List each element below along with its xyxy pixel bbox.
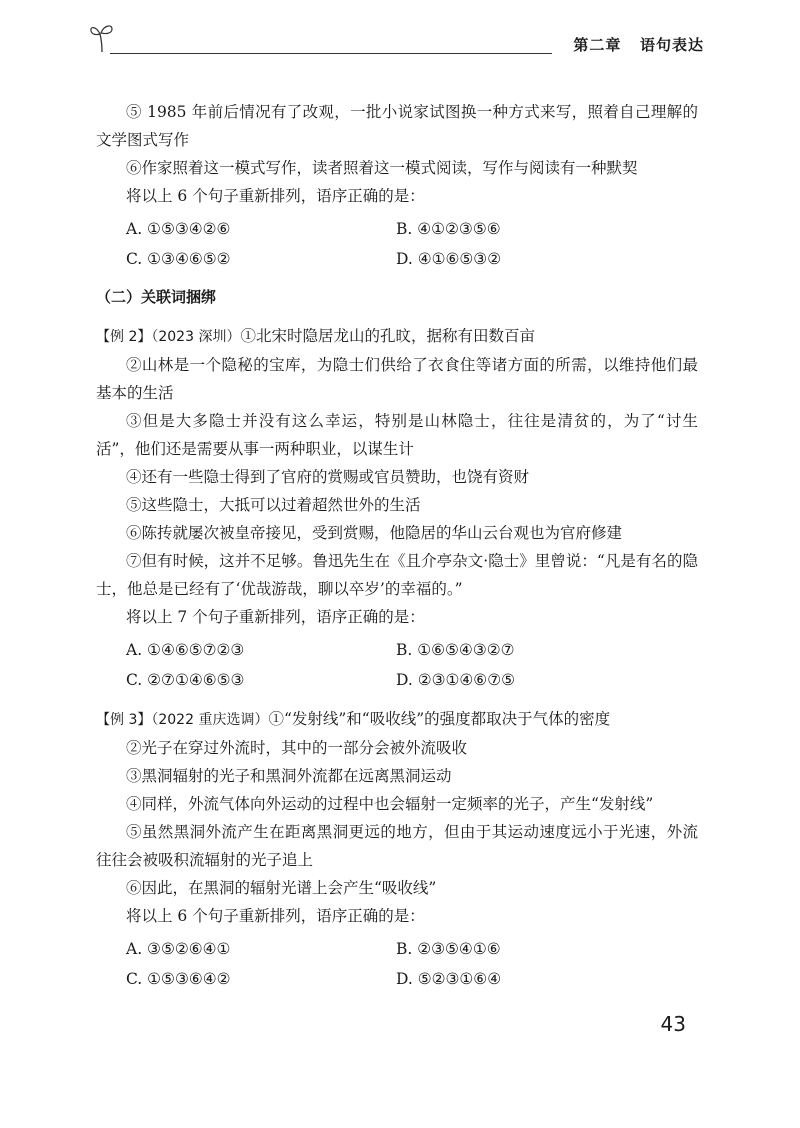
option-d: D. ④①⑥⑤③② <box>396 250 502 268</box>
sentence: ①“发射线”和“吸收线”的强度都取决于气体的密度 <box>268 710 611 728</box>
example-label: 【例 2】 <box>96 329 152 345</box>
question-prompt: 将以上 7 个句子重新排列，语序正确的是： <box>126 608 425 626</box>
example-3-heading <box>96 705 698 734</box>
example-source: （2022 重庆选调） <box>151 712 269 728</box>
sentence: ②山林是一个隐秘的宝库，为隐士们供给了衣食住等诸方面的所需，以维持他们最基本的生活 <box>96 356 698 402</box>
option-b: B. ①⑥⑤④③②⑦ <box>396 641 515 659</box>
sentence: ④同样，外流气体向外运动的过程中也会辐射一定频率的光子，产生“发射线” <box>126 795 654 813</box>
sentence: ⑦但有时候，这并不足够。鲁迅先生在《且介亭杂文·隐士》里曾说：“凡是有名的隐士，他总是已经有了‘优哉游哉，聊以卒岁’的幸福的。” <box>96 552 698 598</box>
page-content <box>96 98 698 1000</box>
answer-options <box>126 214 698 274</box>
sentence: ①北宋时隐居龙山的孔旼，据称有田数百亩 <box>240 327 535 345</box>
page-header <box>88 18 704 58</box>
page-number: 43 <box>660 1012 686 1036</box>
example-2-heading <box>96 322 698 351</box>
option-d: D. ②③①④⑥⑦⑤ <box>396 671 515 689</box>
sprout-icon <box>88 20 118 54</box>
option-c: C. ②⑦①④⑥⑤③ <box>126 671 245 689</box>
question-prompt: 将以上 6 个句子重新排列，语序正确的是： <box>126 187 425 205</box>
sentence: ⑤这些隐士，大抵可以过着超然世外的生活 <box>126 496 421 514</box>
example-label: 【例 3】 <box>96 712 152 728</box>
option-b: B. ④①②③⑤⑥ <box>396 220 501 238</box>
sentence: ⑤ 1985 年前后情况有了改观，一批小说家试图换一种方式来写，照着自己理解的文学图式写作 <box>96 103 698 149</box>
sentence: ②光子在穿过外流时，其中的一部分会被外流吸收 <box>126 739 468 757</box>
sentence: ⑤虽然黑洞外流产生在距离黑洞更远的地方，但由于其运动速度远小于光速，外流往往会被吸积流辐射的光子追上 <box>96 823 698 869</box>
option-a: A. ①④⑥⑤⑦②③ <box>126 641 245 659</box>
sentence: ③黑洞辐射的光子和黑洞外流都在远离黑洞运动 <box>126 767 452 785</box>
option-c: C. ①⑤③⑥④② <box>126 970 231 988</box>
sentence: ⑥陈抟就屡次被皇帝接见，受到赏赐，他隐居的华山云台观也为官府修建 <box>126 524 623 542</box>
sentence: ③但是大多隐士并没有这么幸运，特别是山林隐士，往往是清贫的，为了“讨生活”，他们还是需要从事一两种职业，以谋生计 <box>96 412 698 458</box>
sentence: ④还有一些隐士得到了官府的赏赐或官员赞助，也饶有资财 <box>126 468 530 486</box>
option-b: B. ②③⑤④①⑥ <box>396 940 501 958</box>
sentence: ⑥因此，在黑洞的辐射光谱上会产生“吸收线” <box>126 879 437 897</box>
answer-options <box>126 934 698 994</box>
option-d: D. ⑤②③①⑥④ <box>396 970 502 988</box>
section-title: （二）关联词捆绑 <box>96 288 217 306</box>
answer-options <box>126 635 698 695</box>
option-a: A. ①⑤③④②⑥ <box>126 220 231 238</box>
chapter-title: 第二章 语句表达 <box>573 36 704 54</box>
option-c: C. ①③④⑥⑤② <box>126 250 231 268</box>
example-source: （2023 深圳） <box>151 329 241 345</box>
sentence: ⑥作家照着这一模式写作，读者照着这一模式阅读，写作与阅读有一种默契 <box>126 159 638 177</box>
question-prompt: 将以上 6 个句子重新排列，语序正确的是： <box>126 907 425 925</box>
option-a: A. ③⑤②⑥④① <box>126 940 231 958</box>
header-rule <box>110 53 552 54</box>
